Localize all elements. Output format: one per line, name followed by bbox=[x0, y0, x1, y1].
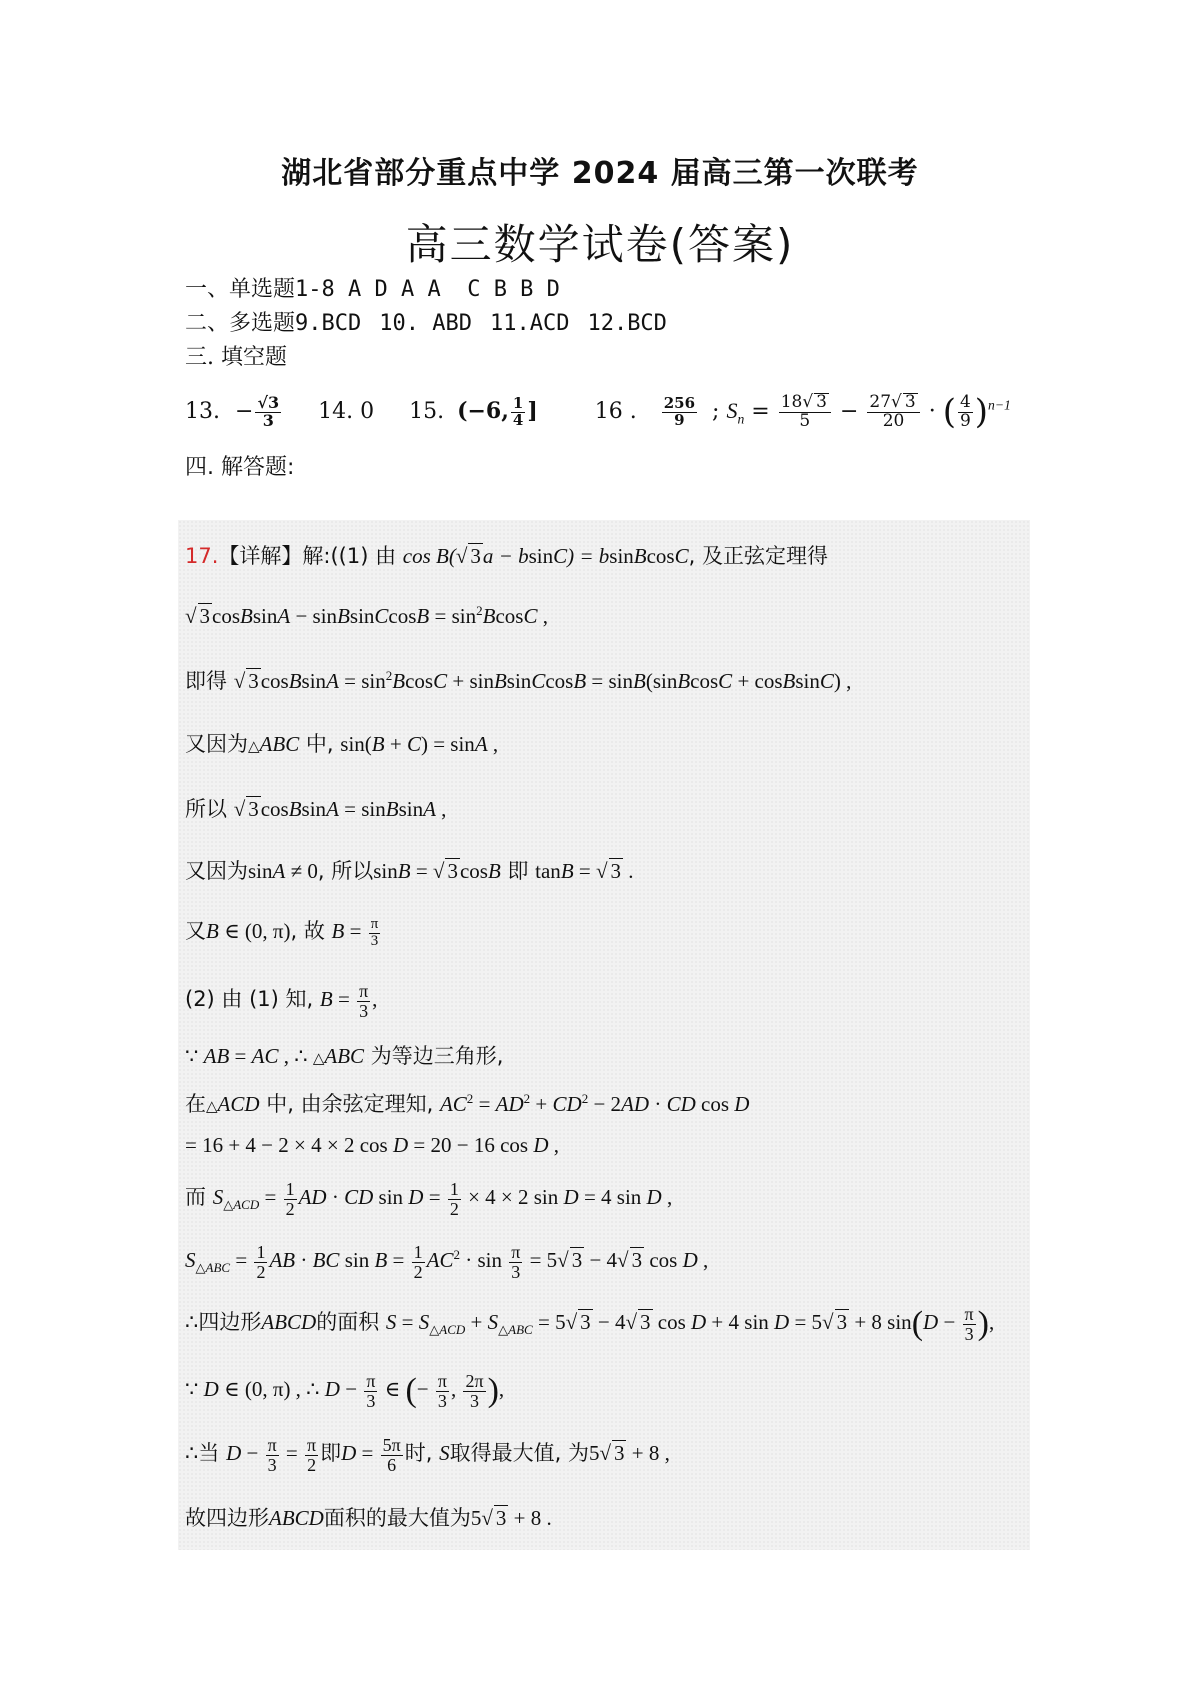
solution-line-4: 又因为△ABC 中, sin(B + C) = sinA , bbox=[185, 732, 499, 756]
solution-line-8: (2) 由 (1) 知, B = $\frac{\pi}{3}$ , bbox=[185, 981, 378, 1021]
solution-line-6: 又因为sinA ≠ 0, 所以sinB = √ 3cosB 即 tanB = √ 3 . bbox=[185, 859, 634, 883]
single-choice-label: 一、单选题 bbox=[185, 277, 296, 302]
solution-line-9: ∵ AB = AC , ∴ △ABC 为等边三角形, bbox=[185, 1044, 504, 1068]
solution-line-1: 17.【详解】解:((1) 由 cos B(√ 3a − bsinC) = bsinBcosC, 及正弦定理得 bbox=[185, 544, 828, 568]
fill-blank-label: 三. 填空题 bbox=[185, 345, 287, 370]
multi-choice-label: 二、多选题 bbox=[185, 311, 296, 336]
solution-line-7: 又B ∈ (0, π), 故 B = $\frac{\pi}{3}$ bbox=[185, 915, 379, 949]
multi-choice-item: 12.BCD bbox=[587, 311, 667, 336]
q14-answer: 14. 0 bbox=[318, 399, 375, 424]
solution-line-10: 在△ACD 中, 由余弦定理知, $AC^2 = AD^2 + CD^2 - 2AD$ · CD cos D bbox=[185, 1091, 750, 1116]
q13-answer: $\frac{√3}{3}$ bbox=[257, 392, 280, 430]
question-number: 17. bbox=[185, 544, 219, 568]
solution-line-5: 所以 √ 3cosBsinA = sinBsinA , bbox=[185, 797, 447, 821]
single-choice-values: 1-8 A D A A C B B D bbox=[295, 277, 560, 302]
solution-line-2: √ 3cosBsinA − sinBsinCcosB = $\sin^2BcosC$ , bbox=[185, 603, 548, 628]
exam-header-title: 湖北省部分重点中学 2024 届高三第一次联考 bbox=[281, 156, 919, 191]
q15-label: 15. bbox=[409, 399, 445, 424]
free-response-label: 四. 解答题: bbox=[185, 455, 295, 480]
solution-line-11: = 16 + 4 − 2 × 4 × 2 cos D = 20 − 16 cos D , bbox=[185, 1133, 559, 1157]
fill-blank-answers: 13. − $\frac{√3}{3}$ 14. 0 15. (−6, $\frac{1}{4}$ ] 16 . $\frac{256}{9}$ ; $S_n$ = $\frac{18√ 3}{5}$ − $\frac{27√ 3}{20}$ · ( $\frac{4}{9}$ )$^{n-1}$ bbox=[185, 391, 1011, 432]
q15-answer: (−6, $\frac{1}{4}$ ] bbox=[457, 393, 538, 429]
solution-line-3: 即得 √ 3cosBsinA = $\sin^2BcosC$ + sinBsinCcosB = sinB(sinBcosC + cosBsinC) , bbox=[185, 668, 852, 693]
solution-line-17: 故四边形ABCD面积的最大值为5√ 3 + 8 . bbox=[185, 1506, 552, 1530]
exam-subtitle: 高三数学试卷(答案) bbox=[405, 220, 795, 269]
q13-label: 13. bbox=[185, 399, 220, 424]
solution-line-13: $S_{\triangle ABC}$ = $\frac{1}{2}$ AB · BC sin B = $\frac{1}{2}$ $AC^2 \cdot \sin$ $\frac{\pi}{3}$ = 5√ 3 − 4√ 3 cos D , bbox=[185, 1242, 709, 1282]
multi-choice-item: 9.BCD bbox=[295, 311, 362, 336]
multi-choice-item: 10. ABD bbox=[379, 311, 472, 336]
q16-answer: $\frac{256}{9}$ bbox=[663, 393, 696, 429]
multi-choice-item: 11.ACD bbox=[489, 311, 570, 336]
q16-label: 16 . bbox=[594, 399, 637, 424]
solution-line-14: ∴四边形ABCD的面积 $S = S_{\triangle ACD} + S_{\triangle ABC} = 5√$ 3 − 4√ 3 cos D + 4 sin D = 5√ 3 + 8 sin(D − $\frac{\pi}{3}$ ), bbox=[185, 1304, 995, 1344]
multi-choice-answers bbox=[185, 306, 667, 337]
q16-sn-formula: ; $S_n$ = $\frac{18√ 3}{5}$ − $\frac{27√ 3}{20}$ · ( $\frac{4}{9}$ )$^{n-1}$ bbox=[712, 391, 1011, 432]
solution-line-12: 而 $S_{\triangle ACD}$ = $\frac{1}{2}$ AD · CD sin D = $\frac{1}{2}$ × 4 × 2 sin D = 4 sin D , bbox=[185, 1179, 673, 1219]
solution-line-16: ∴当 D − $\frac{\pi}{3}$ = $\frac{\pi}{2}$ 即D = $\frac{5\pi}{6}$ 时, S取得最大值, 为5√ 3 + 8 , bbox=[185, 1435, 670, 1475]
solution-line-15: ∵ D ∈ (0, π) , ∴ D − $\frac{\pi}{3}$ ∈ (− $\frac{\pi}{3}$ , $\frac{2\pi}{3}$ ), bbox=[185, 1371, 505, 1411]
single-choice-answers bbox=[185, 272, 560, 303]
